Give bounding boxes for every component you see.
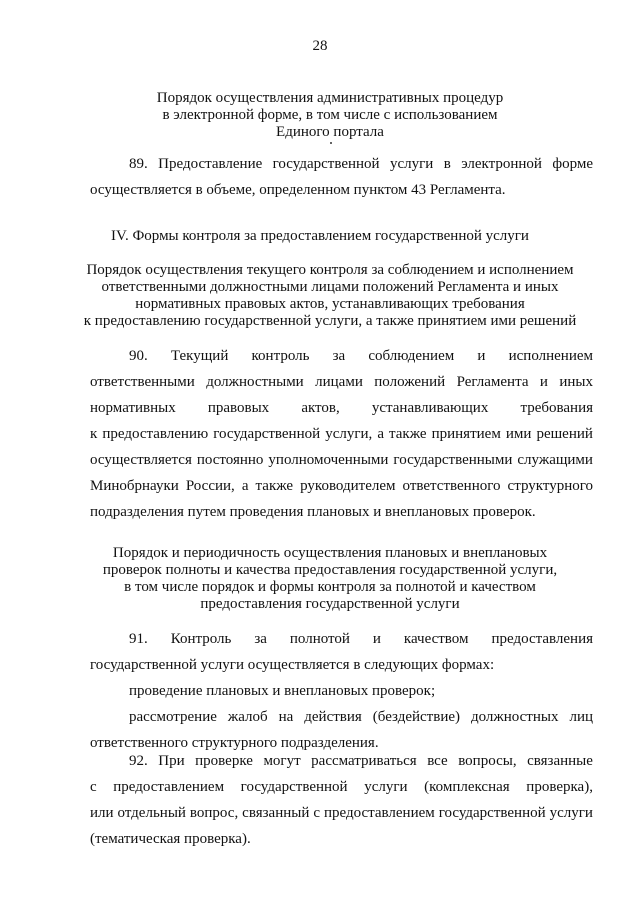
word: исполнением — [508, 348, 593, 364]
word: вопрос, — [189, 805, 239, 821]
word: 89. — [129, 156, 148, 172]
word: предоставлению — [102, 426, 209, 442]
word: руководителем — [300, 478, 396, 494]
word: 91. — [129, 631, 148, 647]
word: постоянно — [196, 452, 264, 468]
word: предоставлением — [113, 779, 225, 795]
word: за — [254, 631, 267, 647]
word: качеством — [403, 631, 469, 647]
word: государственной — [438, 805, 546, 821]
word: лиц — [569, 709, 593, 725]
heading-current-control — [60, 262, 600, 330]
word: государственной — [272, 156, 380, 172]
word: осуществляется — [90, 452, 192, 468]
word: контроль — [251, 348, 310, 364]
word: 92. — [129, 753, 148, 769]
word: услуги — [549, 805, 593, 821]
word: Текущий — [170, 348, 229, 364]
paragraph-92-line-2 — [90, 779, 593, 796]
paragraph-90-line-6 — [90, 478, 593, 495]
word: положений — [374, 374, 446, 390]
heading-line: проверок полноты и качества предоставления государственной услуги, — [102, 562, 558, 578]
word: Регламента — [456, 374, 529, 390]
word: принятием — [431, 426, 501, 442]
page-number: 28 — [312, 38, 328, 54]
word: могут — [263, 753, 301, 769]
paragraph-92-line-3 — [90, 805, 593, 822]
word: электронной — [461, 156, 542, 172]
word: а — [377, 426, 384, 442]
heading-line: в электронной форме, в том числе с использованием — [162, 107, 498, 123]
word: ответственного — [402, 478, 501, 494]
word: форме — [552, 156, 593, 172]
heading-line: ответственными должностными лицами положений Регламента и иных — [101, 279, 559, 295]
word: 90. — [129, 348, 148, 364]
heading-line: Порядок осуществления текущего контроля за соблюдением и исполнением — [86, 262, 574, 278]
word: предоставления — [491, 631, 593, 647]
paragraph-92-line-1 — [129, 753, 593, 770]
word: служащими — [517, 452, 593, 468]
word: государственными — [393, 452, 513, 468]
word: услуги — [389, 156, 434, 172]
word: уполномоченными — [268, 452, 389, 468]
word: к — [90, 426, 98, 442]
word: отдельный — [117, 805, 186, 821]
section-title: IV. Формы контроля за предоставлением государственной услуги — [111, 228, 529, 244]
word: лицами — [315, 374, 363, 390]
word: и — [539, 374, 548, 390]
word: все — [427, 753, 448, 769]
heading-line: в том числе порядок и формы контроля за полнотой и качеством — [124, 579, 536, 595]
paragraph-91-line-3: проведение плановых и внеплановых проверок; — [129, 683, 436, 699]
paragraph-91-line-2: государственной услуги осуществляется в следующих формах: — [90, 657, 495, 673]
word: рассмотрение — [129, 709, 217, 725]
heading-periodicity — [60, 545, 600, 613]
paragraph-90-line-4 — [90, 426, 593, 443]
scan-speck — [330, 142, 332, 144]
word: должностных — [470, 709, 559, 725]
word: структурного — [507, 478, 593, 494]
word: услуги — [364, 779, 408, 795]
paragraph-89-line-2: осуществляется в объеме, определенном пунктом 43 Регламента. — [90, 182, 506, 198]
word: с — [90, 779, 97, 795]
word: актов, — [301, 400, 340, 416]
heading-line: к предоставлению государственной услуги, а также принятием ими решений — [83, 313, 577, 329]
word: рассматриваться — [311, 753, 417, 769]
paragraph-89-line-1 — [129, 156, 593, 173]
word: решений — [536, 426, 593, 442]
word: также — [389, 426, 427, 442]
word: (комплексная — [424, 779, 510, 795]
word: ответственными — [90, 374, 195, 390]
word: соблюдением — [368, 348, 455, 364]
paragraph-90-line-2 — [90, 374, 593, 391]
word: на — [278, 709, 294, 725]
word: предоставлением — [323, 805, 435, 821]
heading-electronic-procedures — [60, 90, 600, 141]
word: действия — [304, 709, 362, 725]
heading-line: Единого портала — [276, 124, 384, 140]
word: должностными — [206, 374, 304, 390]
word: полнотой — [289, 631, 350, 647]
paragraph-90-line-5 — [90, 452, 593, 469]
word: ими — [505, 426, 532, 442]
word: правовых — [207, 400, 270, 416]
word: за — [332, 348, 346, 364]
paragraph-91-line-4 — [129, 709, 593, 726]
word: и — [372, 631, 381, 647]
word: нормативных — [90, 400, 176, 416]
paragraph-90-line-3 — [90, 400, 593, 417]
paragraph-91-line-1 — [129, 631, 593, 648]
word: (бездействие) — [372, 709, 460, 725]
heading-line: Порядок осуществления административных процедур — [156, 90, 504, 106]
word: Предоставление — [158, 156, 263, 172]
word: устанавливающих — [371, 400, 489, 416]
word: проверка), — [526, 779, 593, 795]
word: в — [443, 156, 451, 172]
word: вопросы, — [458, 753, 517, 769]
word: проверке — [195, 753, 253, 769]
word: требования — [520, 400, 593, 416]
word: Минобрнауки — [90, 478, 179, 494]
word: Контроль — [170, 631, 232, 647]
heading-line: нормативных правовых актов, устанавливающих требования — [135, 296, 525, 312]
word: государственной — [213, 426, 321, 442]
word: а — [241, 478, 249, 494]
word: и — [477, 348, 486, 364]
word: связанный — [242, 805, 310, 821]
word: При — [158, 753, 185, 769]
word: с — [313, 805, 320, 821]
paragraph-90-line-7: подразделения путем проведения плановых и внеплановых проверок. — [90, 504, 536, 520]
word: связанные — [527, 753, 593, 769]
word: жалоб — [227, 709, 268, 725]
heading-line: Порядок и периодичность осуществления плановых и внеплановых — [112, 545, 548, 561]
paragraph-92-line-4: (тематическая проверка). — [90, 831, 251, 847]
paragraph-91-line-5: ответственного структурного подразделения. — [90, 735, 379, 751]
word: России, — [185, 478, 235, 494]
word: или — [90, 805, 114, 821]
word: также — [255, 478, 294, 494]
word: государственной — [240, 779, 348, 795]
paragraph-90-line-1 — [129, 348, 593, 365]
word: услуги, — [325, 426, 373, 442]
word: иных — [559, 374, 593, 390]
heading-line: предоставления государственной услуги — [200, 596, 460, 612]
